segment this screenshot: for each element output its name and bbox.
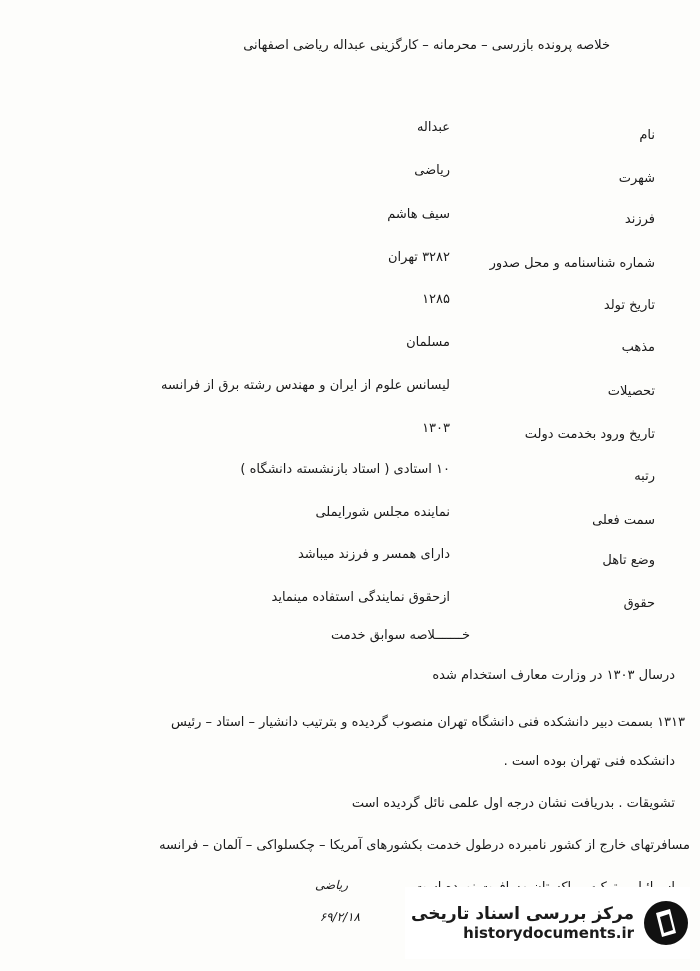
field-label: شهرت [618, 171, 655, 186]
watermark-title: مرکز بررسی اسناد تاریخی [411, 904, 634, 924]
field-label: مذهب [621, 340, 655, 355]
body-line-5: مسافرتهای خارج از کشور نامبرده درطول خدمت بکشورهای آمریکا – چکسلواکی – آلمان – فرانسه [159, 838, 690, 853]
field-label: تحصیلات [607, 384, 655, 399]
service-summary-title: خـــــــلاصه سوابق خدمت [331, 628, 470, 643]
field-label: سمت فعلی [592, 513, 655, 528]
body-line-1: درسال ۱۳۰۳ در وزارت معارف استخدام شده [432, 668, 675, 683]
body-line-2: ۱۳۱۳ بسمت دبیر دانشکده فنی دانشگاه تهران منصوب گردیده و بترتیب دانشیار – استاد – رئیس [171, 715, 685, 730]
field-label: وضع تاهل [602, 553, 655, 568]
field-label: تاریخ تولد [603, 298, 655, 313]
field-value: ۱۳۰۳ [422, 421, 450, 436]
field-value: ازحقوق نمایندگی استفاده مینماید [271, 590, 450, 605]
field-value: مسلمان [406, 335, 450, 350]
field-label: شماره شناسنامه و محل صدور [489, 256, 655, 271]
field-value: دارای همسر و فرزند میباشد [297, 547, 450, 562]
field-label: رتبه [634, 469, 655, 484]
field-value: نماینده مجلس شورایملی [315, 505, 450, 520]
field-value: سیف هاشم [387, 207, 450, 222]
watermark [405, 887, 690, 959]
field-value: ریاضی [414, 163, 450, 178]
field-label: حقوق [623, 596, 655, 611]
signature-date: ۶۹/۲/۱۸ [319, 910, 360, 924]
field-value: ۳۲۸۲ تهران [387, 250, 450, 265]
field-label: نام [639, 128, 655, 143]
watermark-text [405, 904, 634, 942]
field-label: تاریخ ورود بخدمت دولت [524, 427, 655, 442]
field-value: ۱۲۸۵ [422, 292, 450, 307]
field-value: لیسانس علوم از ایران و مهندس رشته برق از فرانسه [161, 378, 450, 393]
field-value: ۱۰ استادی ( استاد بازنشسته دانشگاه ) [240, 462, 450, 477]
document-title: خلاصه پرونده بازرسی – محرمانه – کارگزینی عبداله ریاضی اصفهانی [243, 38, 610, 53]
signature-name: ریاضی [315, 878, 348, 892]
watermark-logo-icon [642, 899, 690, 947]
field-value: عبداله [416, 120, 450, 135]
field-label: فرزند [624, 212, 655, 227]
body-line-3: دانشکده فنی تهران بوده است . [503, 754, 675, 769]
body-line-4: تشویقات . بدریافت نشان درجه اول علمی نائل گردیده است [351, 796, 675, 811]
watermark-url: historydocuments.ir [463, 924, 634, 942]
